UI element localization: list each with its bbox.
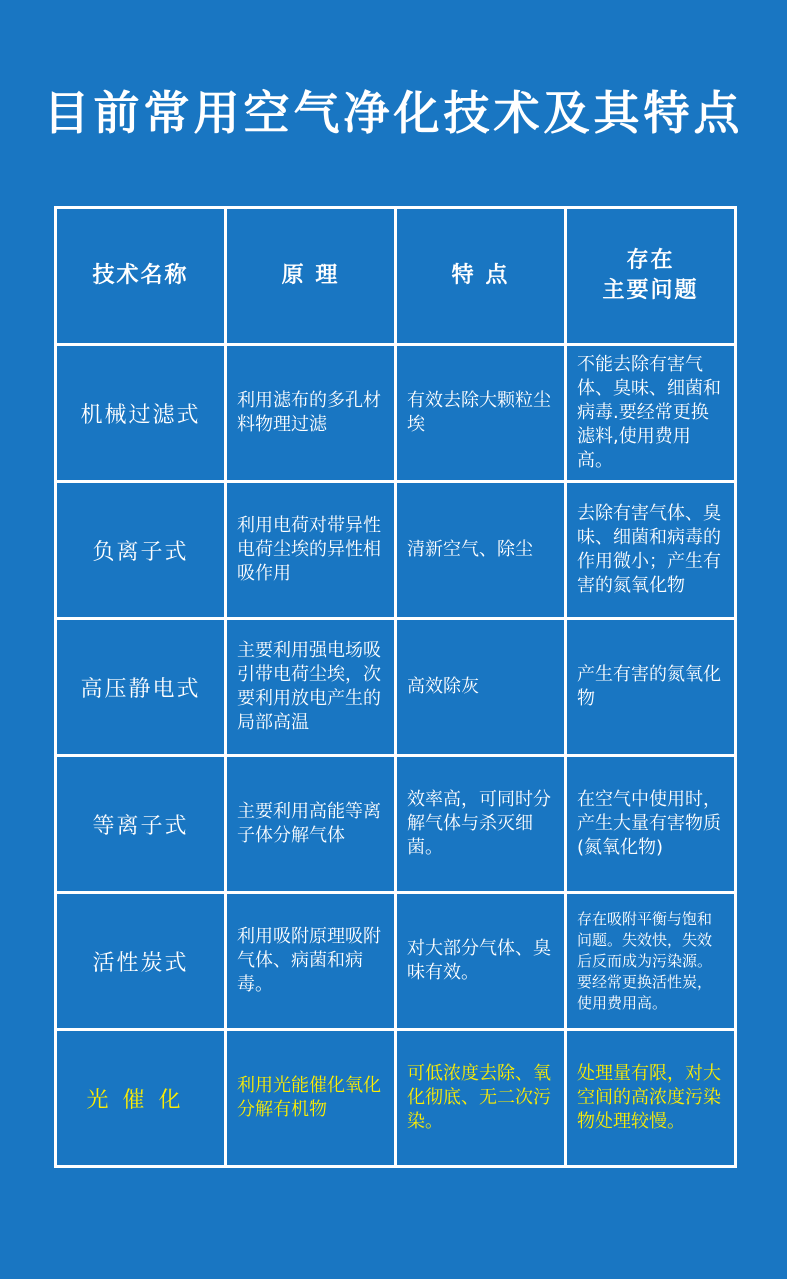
feature: 可低浓度去除、氧化彻底、无二次污染。 — [396, 1030, 566, 1167]
principle: 主要利用高能等离子体分解气体 — [226, 756, 396, 893]
table-row — [56, 619, 736, 756]
header-principle: 原 理 — [226, 208, 396, 345]
problem: 去除有害气体、臭味、细菌和病毒的作用微小；产生有害的氮氧化物 — [566, 482, 736, 619]
table-row — [56, 756, 736, 893]
feature: 清新空气、除尘 — [396, 482, 566, 619]
tech-name: 活性炭式 — [56, 893, 226, 1030]
principle: 利用吸附原理吸附气体、病菌和病毒。 — [226, 893, 396, 1030]
tech-name: 高压静电式 — [56, 619, 226, 756]
tech-name: 光催化 — [56, 1030, 226, 1167]
page-title: 目前常用空气净化技术及其特点 — [43, 86, 744, 140]
problem: 处理量有限，对大空间的高浓度污染物处理较慢。 — [566, 1030, 736, 1167]
principle: 利用电荷对带异性电荷尘埃的异性相吸作用 — [226, 482, 396, 619]
problem: 存在吸附平衡与饱和问题。失效快，失效后反而成为污染源。要经常更换活性炭，使用费用高。 — [566, 893, 736, 1030]
feature: 有效去除大颗粒尘埃 — [396, 345, 566, 482]
problem: 在空气中使用时，产生大量有害物质(氮氧化物) — [566, 756, 736, 893]
header-problem: 存在 主要问题 — [566, 208, 736, 345]
tech-name: 机械过滤式 — [56, 345, 226, 482]
tech-name: 负离子式 — [56, 482, 226, 619]
header-feature: 特 点 — [396, 208, 566, 345]
problem: 不能去除有害气体、臭味、细菌和病毒.要经常更换滤料,使用费用高。 — [566, 345, 736, 482]
table-row — [56, 345, 736, 482]
table-row-highlight — [56, 1030, 736, 1167]
principle: 利用光能催化氧化分解有机物 — [226, 1030, 396, 1167]
table-row — [56, 893, 736, 1030]
problem: 产生有害的氮氧化物 — [566, 619, 736, 756]
tech-name: 等离子式 — [56, 756, 226, 893]
principle: 利用滤布的多孔材料物理过滤 — [226, 345, 396, 482]
header-tech-name: 技术名称 — [56, 208, 226, 345]
header-row — [56, 208, 736, 345]
feature: 效率高，可同时分解气体与杀灭细菌。 — [396, 756, 566, 893]
comparison-table — [54, 206, 737, 1168]
principle: 主要利用强电场吸引带电荷尘埃，次要利用放电产生的局部高温 — [226, 619, 396, 756]
table-row — [56, 482, 736, 619]
feature: 对大部分气体、臭味有效。 — [396, 893, 566, 1030]
feature: 高效除灰 — [396, 619, 566, 756]
